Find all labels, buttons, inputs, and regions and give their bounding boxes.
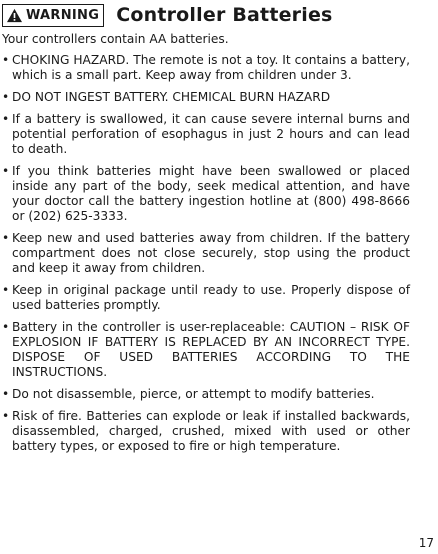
list-item: • Do not disassemble, pierce, or attempt to modify batteries. (2, 387, 375, 401)
warning-label: WARNING (26, 7, 100, 23)
list-item: • Risk of fire. Batteries can explode or leak if installed backwards, disassembled, charged, crushed, mixed with used or other battery types, or exposed to fire or high temperature. (2, 409, 410, 453)
page-number: 17 (418, 536, 434, 550)
section-header (2, 2, 410, 28)
list-item: • DO NOT INGEST BATTERY. CHEMICAL BURN HAZARD (2, 90, 331, 104)
list-item: • CHOKING HAZARD. The remote is not a toy. It contains a battery, which is a small part. Keep away from children under 3. (2, 53, 410, 82)
list-item: • If a battery is swallowed, it can cause severe internal burns and potential perforation of esophagus in just 2 hours and can lead to death. (2, 112, 410, 156)
warning-triangle-icon (6, 8, 23, 23)
intro-text: Your controllers contain AA batteries. (2, 32, 229, 46)
warning-badge (2, 4, 104, 27)
list-item: • If you think batteries might have been swallowed or placed inside any part of the body, seek medical attention, and have your doctor call the battery ingestion hotline at (800) 498-8666 or (202) 625-3333. (2, 164, 410, 223)
document-page (2, 2, 410, 461)
list-item: • Keep new and used batteries away from children. If the battery compartment does not close securely, stop using the product and keep it away from children. (2, 231, 410, 275)
list-item: • Battery in the controller is user-replaceable: CAUTION – RISK OF EXPLOSION IF BATTERY IS REPLACED BY AN INCORRECT TYPE. DISPOSE OF USED BATTERIES ACCORDING TO THE INSTRUCTIONS. (2, 320, 410, 379)
list-item: • Keep in original package until ready to use. Properly dispose of used batteries promptly. (2, 283, 410, 312)
page-title: Controller Batteries (116, 4, 333, 26)
warning-list (2, 53, 410, 454)
